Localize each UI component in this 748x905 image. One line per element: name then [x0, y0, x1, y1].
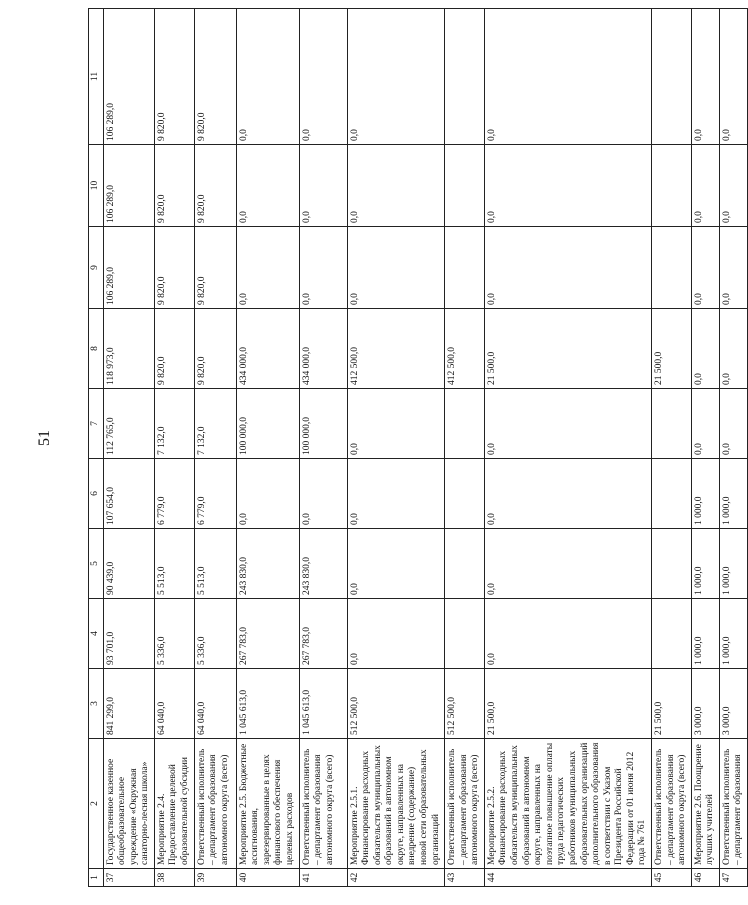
amount-cell: 0,0 [347, 389, 445, 459]
table-row [719, 9, 747, 887]
amount-cell [651, 389, 691, 459]
amount-cell: 412 500,0 [347, 309, 445, 389]
description-cell: Мероприятие 2.5.1. Финансирование расходных обязательств муниципальных образований в автономном округе, направленных на внедрение (содержание) новой сети образовательных организаций [347, 739, 445, 869]
table-row [103, 9, 154, 887]
amount-cell: 0,0 [347, 599, 445, 669]
amount-cell: 0,0 [691, 9, 719, 145]
amount-cell: 0,0 [691, 389, 719, 459]
amount-cell [445, 599, 485, 669]
description-cell: Государственное казенное общеобразовательное учреждение «Окружная санаторно-лесная школа» [103, 739, 154, 869]
amount-cell: 9 820,0 [154, 145, 194, 227]
amount-cell: 1 000,0 [719, 529, 747, 599]
amount-cell: 243 830,0 [236, 529, 299, 599]
budget-table [88, 8, 748, 887]
amount-cell: 21 500,0 [484, 309, 651, 389]
amount-cell: 0,0 [691, 227, 719, 309]
amount-cell: 6 779,0 [154, 459, 194, 529]
amount-cell: 0,0 [484, 145, 651, 227]
amount-cell: 100 000,0 [236, 389, 299, 459]
amount-cell: 5 513,0 [154, 529, 194, 599]
header-cell-col1: 1 [89, 869, 104, 887]
amount-cell: 0,0 [484, 599, 651, 669]
amount-cell: 106 289,0 [103, 227, 154, 309]
amount-cell: 0,0 [236, 9, 299, 145]
amount-cell: 243 830,0 [299, 529, 347, 599]
amount-cell: 118 973,0 [103, 309, 154, 389]
amount-cell: 434 000,0 [299, 309, 347, 389]
amount-cell: 9 820,0 [154, 227, 194, 309]
amount-cell: 21 500,0 [484, 669, 651, 739]
amount-cell: 21 500,0 [651, 309, 691, 389]
amount-cell: 1 000,0 [719, 459, 747, 529]
amount-cell: 0,0 [484, 529, 651, 599]
amount-cell: 0,0 [484, 227, 651, 309]
description-cell: Мероприятие 2.5.2. Финансирование расходных обязательств муниципальных образований в автономном округе, направленных на поэтапное повышение оплаты труда педагогических работников муниципальных образовательных организаций дополнительного образования в соответствии с Указом Президента Российской Федерации от 01 июня 2012 года № 761 [484, 739, 651, 869]
row-number-cell: 37 [103, 869, 154, 887]
amount-cell: 9 820,0 [194, 145, 236, 227]
amount-cell: 1 000,0 [691, 599, 719, 669]
amount-cell: 0,0 [691, 145, 719, 227]
amount-cell [651, 529, 691, 599]
header-cell-col8: 8 [89, 309, 104, 389]
amount-cell: 90 439,0 [103, 529, 154, 599]
amount-cell: 0,0 [236, 145, 299, 227]
amount-cell: 1 000,0 [691, 459, 719, 529]
table-row [691, 9, 719, 887]
amount-cell: 112 765,0 [103, 389, 154, 459]
amount-cell: 5 336,0 [194, 599, 236, 669]
amount-cell: 3 000,0 [719, 669, 747, 739]
table-row [484, 9, 651, 887]
header-cell-col6: 6 [89, 459, 104, 529]
amount-cell: 0,0 [299, 227, 347, 309]
amount-cell [445, 145, 485, 227]
amount-cell: 0,0 [347, 145, 445, 227]
description-cell: Ответственный исполнитель – департамент образования автономного округа (всего) [445, 739, 485, 869]
amount-cell: 512 500,0 [347, 669, 445, 739]
amount-cell: 5 513,0 [194, 529, 236, 599]
table-row [194, 9, 236, 887]
amount-cell: 0,0 [299, 145, 347, 227]
row-number-cell: 42 [347, 869, 445, 887]
amount-cell: 9 820,0 [154, 9, 194, 145]
row-number-cell: 38 [154, 869, 194, 887]
row-number-cell: 47 [719, 869, 747, 887]
table-row [651, 9, 691, 887]
amount-cell: 0,0 [347, 529, 445, 599]
amount-cell [651, 145, 691, 227]
amount-cell [445, 389, 485, 459]
table-row [236, 9, 299, 887]
amount-cell [651, 9, 691, 145]
amount-cell: 434 000,0 [236, 309, 299, 389]
amount-cell: 0,0 [236, 459, 299, 529]
row-number-cell: 46 [691, 869, 719, 887]
amount-cell: 0,0 [719, 145, 747, 227]
amount-cell: 512 500,0 [445, 669, 485, 739]
row-number-cell: 40 [236, 869, 299, 887]
amount-cell: 0,0 [236, 227, 299, 309]
rotated-table-container [88, 9, 744, 887]
amount-cell [651, 459, 691, 529]
table-row [445, 9, 485, 887]
amount-cell: 0,0 [484, 9, 651, 145]
amount-cell: 1 045 613,0 [236, 669, 299, 739]
amount-cell: 0,0 [719, 309, 747, 389]
header-cell-col10: 10 [89, 145, 104, 227]
page-number: 51 [36, 430, 53, 446]
row-number-cell: 45 [651, 869, 691, 887]
amount-cell: 6 779,0 [194, 459, 236, 529]
amount-cell: 7 132,0 [194, 389, 236, 459]
amount-cell [445, 529, 485, 599]
row-number-cell: 44 [484, 869, 651, 887]
amount-cell: 64 040,0 [194, 669, 236, 739]
amount-cell: 0,0 [299, 9, 347, 145]
table-row [347, 9, 445, 887]
amount-cell: 21 500,0 [651, 669, 691, 739]
amount-cell: 267 783,0 [299, 599, 347, 669]
amount-cell: 0,0 [299, 459, 347, 529]
description-cell: Ответственный исполнитель – департамент образования [719, 739, 747, 869]
amount-cell: 0,0 [347, 459, 445, 529]
header-cell-col7: 7 [89, 389, 104, 459]
row-number-cell: 41 [299, 869, 347, 887]
amount-cell: 7 132,0 [154, 389, 194, 459]
description-cell: Мероприятие 2.4. Предоставление целевой образовательной субсидии [154, 739, 194, 869]
amount-cell: 100 000,0 [299, 389, 347, 459]
description-cell: Ответственный исполнитель – департамент образования автономного округа (всего) [194, 739, 236, 869]
amount-cell: 106 289,0 [103, 9, 154, 145]
row-number-cell: 43 [445, 869, 485, 887]
amount-cell: 1 000,0 [691, 529, 719, 599]
amount-cell: 93 701,0 [103, 599, 154, 669]
amount-cell: 9 820,0 [154, 309, 194, 389]
amount-cell: 5 336,0 [154, 599, 194, 669]
amount-cell [445, 9, 485, 145]
amount-cell: 9 820,0 [194, 227, 236, 309]
amount-cell [651, 227, 691, 309]
description-cell: Мероприятие 2.6. Поощрение лучших учителей [691, 739, 719, 869]
header-cell-col3: 3 [89, 669, 104, 739]
header-cell-col9: 9 [89, 227, 104, 309]
amount-cell: 0,0 [484, 389, 651, 459]
amount-cell: 106 289,0 [103, 145, 154, 227]
amount-cell: 0,0 [347, 9, 445, 145]
table-row [154, 9, 194, 887]
amount-cell: 0,0 [347, 227, 445, 309]
description-cell: Ответственный исполнитель – департамент образования автономного округа (всего) [299, 739, 347, 869]
amount-cell [445, 459, 485, 529]
description-cell: Мероприятие 2.5. Бюджетные ассигнования, зарезервированные в целях финансового обеспечения целевых расходов [236, 739, 299, 869]
header-row [89, 9, 104, 887]
amount-cell [445, 227, 485, 309]
amount-cell: 9 820,0 [194, 9, 236, 145]
header-cell-col5: 5 [89, 529, 104, 599]
amount-cell: 64 040,0 [154, 669, 194, 739]
amount-cell: 412 500,0 [445, 309, 485, 389]
amount-cell: 3 000,0 [691, 669, 719, 739]
amount-cell: 267 783,0 [236, 599, 299, 669]
amount-cell: 0,0 [484, 459, 651, 529]
table-row [299, 9, 347, 887]
row-number-cell: 39 [194, 869, 236, 887]
header-cell-col11: 11 [89, 9, 104, 145]
header-cell-col4: 4 [89, 599, 104, 669]
amount-cell: 9 820,0 [194, 309, 236, 389]
amount-cell: 1 045 613,0 [299, 669, 347, 739]
header-cell-col2: 2 [89, 739, 104, 869]
amount-cell: 0,0 [719, 227, 747, 309]
amount-cell: 0,0 [719, 389, 747, 459]
amount-cell: 841 299,0 [103, 669, 154, 739]
amount-cell: 1 000,0 [719, 599, 747, 669]
amount-cell: 107 654,0 [103, 459, 154, 529]
amount-cell: 0,0 [691, 309, 719, 389]
description-cell: Ответственный исполнитель – департамент образования автономного округа (всего) [651, 739, 691, 869]
amount-cell [651, 599, 691, 669]
amount-cell: 0,0 [719, 9, 747, 145]
